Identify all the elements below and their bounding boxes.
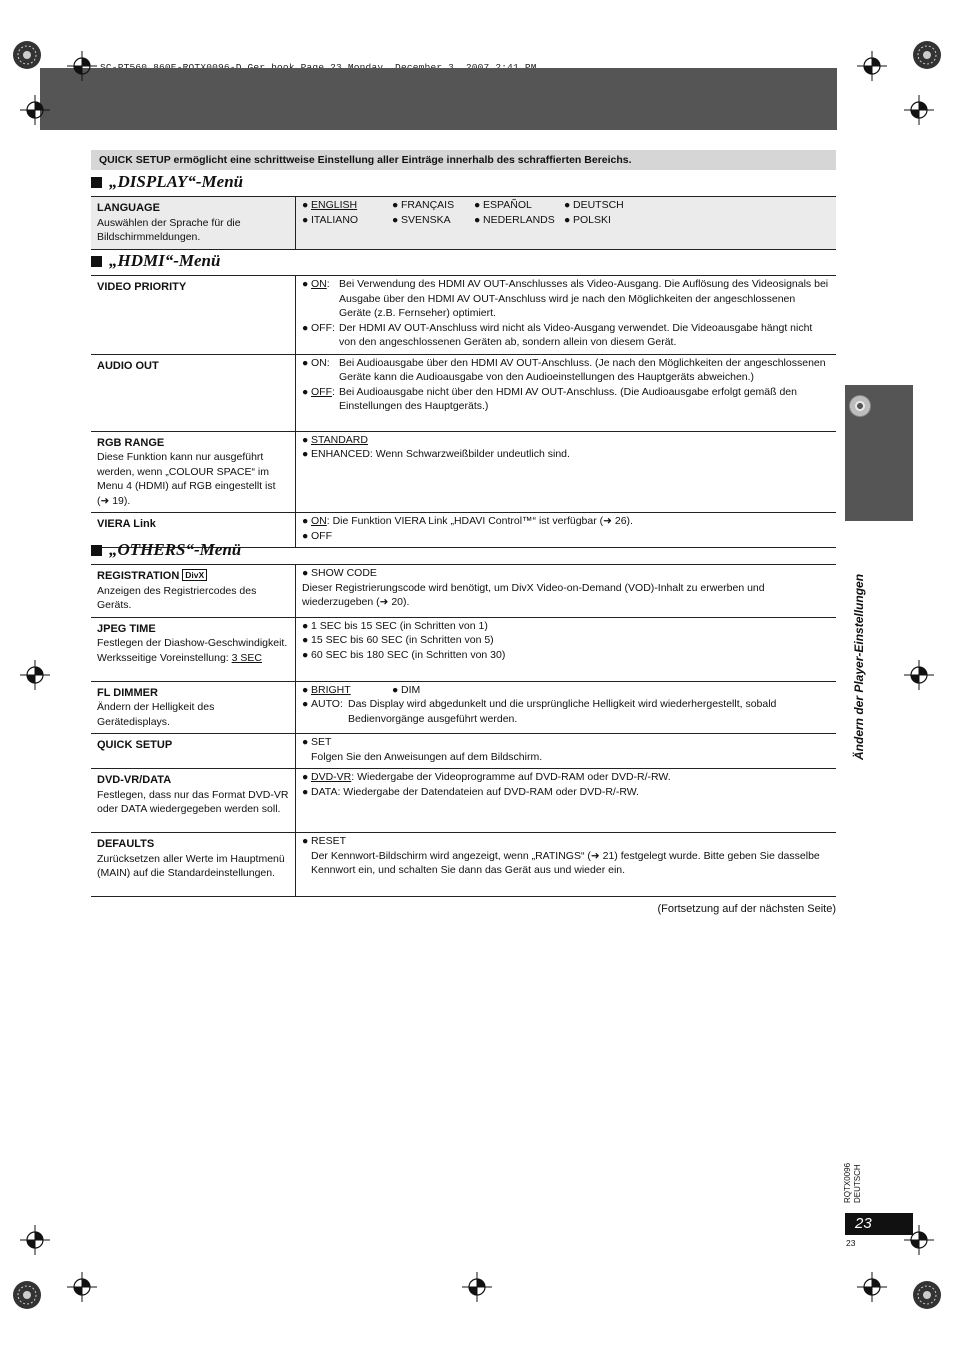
- option-text: : Wiedergabe der Videoprogramme auf DVD-RAM oder DVD-R/-RW.: [351, 771, 671, 783]
- setting-name: RGB RANGE: [97, 436, 165, 449]
- crosshair-mark-icon: [20, 1225, 50, 1255]
- hdmi-table: [91, 275, 836, 548]
- section-title: „OTHERS“-Menü: [91, 539, 836, 561]
- section-title: „DISPLAY“-Menü: [91, 171, 836, 193]
- header-bar: [40, 68, 837, 130]
- others-table: [91, 564, 836, 897]
- continuation-note: (Fortsetzung auf der nächsten Seite): [657, 903, 836, 915]
- option-set: SET: [311, 736, 332, 748]
- disc-icon: [849, 395, 871, 417]
- setting-name: REGISTRATION DivX: [97, 569, 289, 584]
- option-text: Bei Audioausgabe nicht über den HDMI AV OUT-Anschluss. (Die Audioausgabe erfolgt gemäß den Einstellungen des Hauptgeräts.): [339, 385, 797, 412]
- option-text: 60 SEC bis 180 SEC (in Schritten von 30): [311, 648, 506, 661]
- document-code: RQTX0096 DEUTSCH: [843, 1162, 862, 1203]
- table-row: QUICK SETUP ● SET Folgen Sie den Anweisungen auf dem Bildschirm.: [91, 734, 836, 769]
- option-show-code: SHOW CODE: [311, 567, 377, 579]
- option-text: : Die Funktion VIERA Link „HDAVI Control™“ ist verfügbar (➜ 26).: [326, 515, 633, 527]
- setting-name: VIERA Link: [97, 518, 156, 530]
- option-francais: FRANÇAIS: [401, 199, 455, 211]
- option-text: Bei Audioausgabe über den HDMI AV OUT-Anschluss. (Je nach den Möglichkeiten der angeschlossenen Geräte kann die Audioausgabe von den Audioeinstellungen des Hauptgeräts abweichen.): [339, 356, 826, 383]
- square-bullet-icon: [91, 177, 102, 188]
- option-off: OFF: [311, 529, 332, 542]
- side-tab: [845, 385, 913, 521]
- language-options: ● ENGLISH ● FRANÇAIS ● ESPAÑOL ● DEUTSCH ● ITALIANO ● SVENSKA ● NEDERLANDS ● POLSKI: [302, 199, 624, 226]
- setting-name: AUDIO OUT: [97, 359, 159, 372]
- option-dim: DIM: [401, 683, 421, 696]
- option-nederlands: NEDERLANDS: [483, 213, 555, 226]
- setting-name: QUICK SETUP: [97, 739, 173, 751]
- setting-desc: Ändern der Helligkeit des Gerätedisplays.: [97, 701, 215, 728]
- table-row: DEFAULTS Zurücksetzen aller Werte im Hauptmenü (MAIN) auf die Standardeinstellungen. ● RESET Der Kennwort-Bildschirm wird angezeigt, wenn „RATINGS“ (➜ 21) festgelegt wurde. Bitte geben Sie dasselbe Kennwort ein, und schalten Sie dann das Gerät aus und wieder ein.: [91, 833, 836, 897]
- starburst-mark-icon: [912, 1280, 942, 1310]
- divx-badge: DivX: [182, 569, 207, 581]
- crosshair-mark-icon: [904, 660, 934, 690]
- page-number: 23: [845, 1213, 913, 1235]
- table-row: FL DIMMER Ändern der Helligkeit des Gerätedisplays. ● BRIGHT ● DIM ● AUTO: Das Display wird abgedunkelt und die ursprüngliche Helligkeit wird wiederhergestellt, sobald Bedienvorgänge ausgeführt werden.: [91, 681, 836, 734]
- option-text: 15 SEC bis 60 SEC (in Schritten von 5): [311, 634, 494, 646]
- option-text: Folgen Sie den Anweisungen auf dem Bildschirm.: [311, 750, 543, 763]
- starburst-mark-icon: [912, 40, 942, 70]
- option-text: Der Kennwort-Bildschirm wird angezeigt, wenn „RATINGS“ (➜ 21) festgelegt wurde. Bitte geben Sie dasselbe Kennwort ein, und schalten Sie dann das Gerät aus und wieder ein.: [311, 849, 820, 876]
- option-text: Der HDMI AV OUT-Anschluss wird nicht als Video-Ausgang verwendet. Die Videoausgabe hängt nicht von den angeschlossenen Geräten ab, sondern allein von diesem Gerät.: [339, 321, 813, 348]
- option-text: Das Display wird abgedunkelt und die ursprüngliche Helligkeit wird wiederhergestellt, sobald Bedienvorgänge ausgeführt werden.: [348, 698, 777, 725]
- crosshair-mark-icon: [462, 1272, 492, 1302]
- table-row: REGISTRATION DivX Anzeigen des Registriercodes des Geräts. ● SHOW CODE Dieser Registrierungscode wird benötigt, um DivX Video-on-Demand (VOD)-Inhalt zu erwerben und wiederzugeben (➜ 20).: [91, 565, 836, 618]
- table-row: JPEG TIME Festlegen der Diashow-Geschwindigkeit. Werksseitige Voreinstellung: 3 SEC ● 1 SEC bis 15 SEC (in Schritten von 1) ● 15 SEC bis 60 SEC (in Schritten von 5) ● 60 SEC bis 180 SEC (in Schritten von 30): [91, 617, 836, 681]
- option-text: 1 SEC bis 15 SEC (in Schritten von 1): [311, 619, 488, 632]
- setting-name: DVD-VR/DATA: [97, 774, 172, 786]
- crosshair-mark-icon: [67, 51, 97, 81]
- setting-desc: Diese Funktion kann nur ausgeführt werden, wenn „COLOUR SPACE“ im Menu 4 (HDMI) auf RGB eingestellt ist (➜ 19).: [97, 451, 276, 507]
- option-english: ENGLISH: [311, 199, 358, 211]
- crosshair-mark-icon: [857, 51, 887, 81]
- option-bright: BRIGHT: [311, 683, 351, 696]
- option-deutsch: DEUTSCH: [573, 199, 624, 211]
- chapter-label: Ändern der Player-Einstellungen: [852, 573, 866, 760]
- hdmi-section: [91, 250, 836, 548]
- setting-desc: Anzeigen des Registriercodes des Geräts.: [97, 584, 257, 611]
- quick-setup-banner: QUICK SETUP ermöglicht eine schrittweise Einstellung aller Einträge innerhalb des schraffierten Bereichs.: [91, 150, 836, 170]
- table-row: RGB RANGE Diese Funktion kann nur ausgeführt werden, wenn „COLOUR SPACE“ im Menu 4 (HDMI) auf RGB eingestellt ist (➜ 19). ● STANDARD ● ENHANCED: Wenn Schwarzweißbilder undeutlich sind.: [91, 431, 836, 513]
- default-value: Werksseitige Voreinstellung: 3 SEC: [97, 651, 262, 664]
- setting-name: JPEG TIME: [97, 622, 156, 635]
- starburst-mark-icon: [12, 40, 42, 70]
- crosshair-mark-icon: [67, 1272, 97, 1302]
- setting-name: DEFAULTS: [97, 838, 155, 850]
- table-row: AUDIO OUT ● ON: Bei Audioausgabe über den HDMI AV OUT-Anschluss. (Je nach den Möglichkeiten der angeschlossenen Geräte kann die Audioausgabe von den Audioeinstellungen des Hauptgeräts abweichen.) ● OFF: Bei Audioausgabe nicht über den HDMI AV OUT-Anschluss. (Die Audioausgabe erfolgt gemäß den Einstellungen des Hauptgeräts.): [91, 354, 836, 431]
- setting-name: VIDEO PRIORITY: [97, 281, 187, 293]
- option-text: Dieser Registrierungscode wird benötigt, um DivX Video-on-Demand (VOD)-Inhalt zu erwerben und wiederzugeben (➜ 20).: [302, 581, 765, 608]
- square-bullet-icon: [91, 256, 102, 267]
- crosshair-mark-icon: [857, 1272, 887, 1302]
- option-reset: RESET: [311, 835, 347, 847]
- option-standard: STANDARD: [311, 433, 368, 446]
- option-svenska: SVENSKA: [401, 213, 451, 226]
- option-espanol: ESPAÑOL: [483, 199, 532, 211]
- crosshair-mark-icon: [20, 95, 50, 125]
- page-number-small: 23: [846, 1238, 856, 1248]
- others-section: [91, 539, 836, 897]
- option-text: DATA: Wiedergabe der Datendateien auf DVD-RAM oder DVD-R/-RW.: [311, 785, 639, 798]
- setting-desc: Festlegen, dass nur das Format DVD-VR oder DATA wiedergegeben werden soll.: [97, 788, 289, 815]
- table-row: DVD-VR/DATA Festlegen, dass nur das Format DVD-VR oder DATA wiedergegeben werden soll. ● DVD-VR : Wiedergabe der Videoprogramme auf DVD-RAM oder DVD-R/-RW. ● DATA: Wiedergabe der Datendateien auf DVD-RAM oder DVD-R/-RW.: [91, 769, 836, 833]
- display-section: [91, 171, 836, 250]
- setting-desc: Festlegen der Diashow-Geschwindigkeit.: [97, 637, 288, 649]
- crosshair-mark-icon: [904, 95, 934, 125]
- option-text: Bei Verwendung des HDMI AV OUT-Anschlusses als Video-Ausgang. Die Auflösung des Videosignals bei Ausgabe über den HDMI AV OUT-Anschluss wird je nach den Möglichkeiten der angeschlossenen Geräte (z.B. Fernseher) optimiert.: [339, 278, 829, 319]
- option-italiano: ITALIANO: [311, 213, 359, 226]
- setting-name: LANGUAGE: [97, 202, 160, 214]
- option-polski: POLSKI: [573, 213, 611, 226]
- section-title: „HDMI“-Menü: [91, 250, 836, 272]
- table-row: [91, 197, 836, 250]
- table-row: VIERA Link ● ON : Die Funktion VIERA Link „HDAVI Control™“ ist verfügbar (➜ 26). ● OFF: [91, 513, 836, 548]
- option-enhanced: ENHANCED: Wenn Schwarzweißbilder undeutlich sind.: [311, 448, 570, 460]
- display-table: [91, 196, 836, 250]
- setting-desc: Auswählen der Sprache für die Bildschirmmeldungen.: [97, 216, 241, 243]
- table-row: VIDEO PRIORITY ● ON: Bei Verwendung des HDMI AV OUT-Anschlusses als Video-Ausgang. Die Auflösung des Videosignals bei Ausgabe über den HDMI AV OUT-Anschluss wird je nach den Möglichkeiten der angeschlossenen Geräte (z.B. Fernseher) optimiert. ● OFF: Der HDMI AV OUT-Anschluss wird nicht als Video-Ausgang verwendet. Die Videoausgabe hängt nicht von den angeschlossenen Geräten ab, sondern allein von diesem Gerät.: [91, 276, 836, 355]
- starburst-mark-icon: [12, 1280, 42, 1310]
- crosshair-mark-icon: [20, 660, 50, 690]
- setting-name: FL DIMMER: [97, 686, 158, 699]
- setting-desc: Zurücksetzen aller Werte im Hauptmenü (MAIN) auf die Standardeinstellungen.: [97, 852, 285, 879]
- square-bullet-icon: [91, 545, 102, 556]
